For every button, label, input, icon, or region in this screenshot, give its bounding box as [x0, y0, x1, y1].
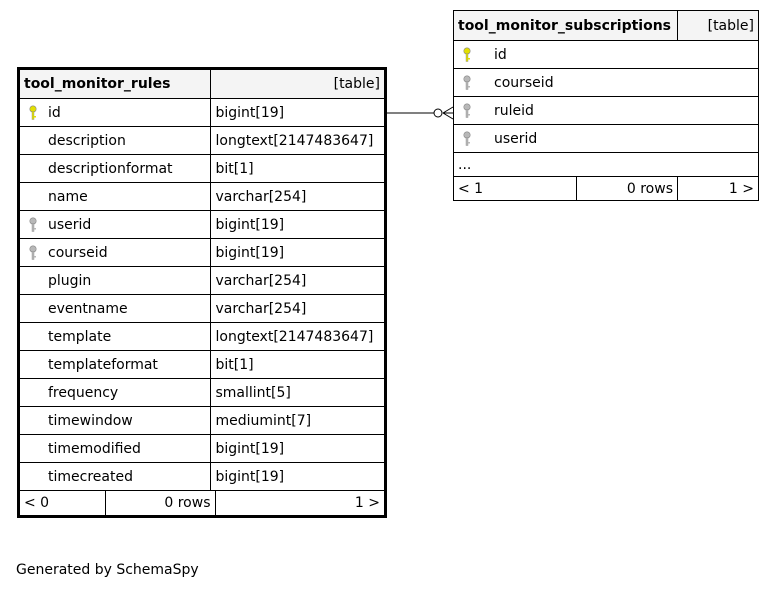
foreign-key-icon — [458, 74, 476, 92]
column-row[interactable] — [19, 295, 386, 323]
column-type: bigint[19] — [211, 239, 386, 267]
crowfoot-bottom — [443, 113, 453, 119]
column-row[interactable] — [454, 125, 759, 153]
column-name: descriptionformat — [48, 160, 173, 177]
column-name-cell — [19, 99, 211, 127]
column-row[interactable] — [454, 69, 759, 97]
column-row[interactable] — [19, 435, 386, 463]
column-name: timecreated — [48, 468, 133, 485]
column-row[interactable] — [19, 463, 386, 491]
foreign-key-icon — [24, 244, 42, 262]
column-type: longtext[2147483647] — [211, 323, 386, 351]
column-name: name — [48, 188, 88, 205]
column-name: id — [48, 104, 61, 121]
generated-by-text: Generated by SchemaSpy — [16, 562, 199, 578]
column-name-cell — [19, 211, 211, 239]
primary-key-icon — [458, 46, 476, 64]
table-name[interactable] — [454, 11, 678, 41]
column-type: varchar[254] — [211, 183, 386, 211]
column-name: timemodified — [48, 440, 141, 457]
column-row[interactable] — [19, 183, 386, 211]
parents-link[interactable]: < 0 — [20, 491, 105, 515]
column-row[interactable] — [19, 379, 386, 407]
column-name: timewindow — [48, 412, 133, 429]
row-count: 0 rows — [105, 491, 215, 515]
column-type: varchar[254] — [211, 295, 386, 323]
foreign-key-icon — [458, 102, 476, 120]
column-name-cell — [19, 323, 211, 351]
table-header — [454, 11, 759, 41]
column-row[interactable] — [19, 351, 386, 379]
column-type: bit[1] — [211, 155, 386, 183]
table-kind: [table] — [211, 69, 386, 99]
column-name: template — [48, 328, 112, 345]
column-name: courseid — [494, 74, 554, 91]
table-tool-monitor-subscriptions[interactable] — [453, 10, 759, 201]
column-name: ruleid — [494, 102, 534, 119]
column-name: plugin — [48, 272, 92, 289]
table-header — [19, 69, 386, 99]
footer-cell — [19, 491, 386, 517]
primary-key-icon — [24, 104, 42, 122]
column-name-cell — [19, 435, 211, 463]
column-name-cell — [454, 97, 759, 125]
column-name-cell — [19, 351, 211, 379]
column-row[interactable] — [19, 99, 386, 127]
table-footer — [454, 177, 759, 201]
table-kind: [table] — [678, 11, 759, 41]
column-row[interactable] — [19, 407, 386, 435]
column-name-cell — [19, 407, 211, 435]
parents-link[interactable]: < 1 — [454, 177, 577, 201]
column-row[interactable] — [19, 239, 386, 267]
column-row[interactable] — [454, 97, 759, 125]
column-type: bit[1] — [211, 351, 386, 379]
more-columns-row — [454, 153, 759, 177]
column-name-cell — [454, 41, 759, 69]
column-name: courseid — [48, 244, 108, 261]
column-row[interactable] — [19, 155, 386, 183]
column-name-cell — [19, 463, 211, 491]
column-name: frequency — [48, 384, 119, 401]
column-name-cell — [19, 155, 211, 183]
column-type: bigint[19] — [211, 435, 386, 463]
column-type: smallint[5] — [211, 379, 386, 407]
column-type: bigint[19] — [211, 211, 386, 239]
column-name: templateformat — [48, 356, 158, 373]
column-name: userid — [48, 216, 92, 233]
column-name: userid — [494, 130, 538, 147]
column-type: mediumint[7] — [211, 407, 386, 435]
column-type: varchar[254] — [211, 267, 386, 295]
more-columns-ellipsis: ... — [454, 153, 759, 177]
column-name-cell — [19, 239, 211, 267]
column-row[interactable] — [454, 41, 759, 69]
column-name-cell — [19, 183, 211, 211]
column-type: bigint[19] — [211, 463, 386, 491]
column-name-cell — [19, 379, 211, 407]
table-name-text: tool_monitor_subscriptions — [458, 17, 672, 34]
column-row[interactable] — [19, 211, 386, 239]
table-footer — [19, 491, 386, 517]
column-name: id — [494, 46, 507, 63]
zero-cardinality-marker — [434, 109, 442, 117]
foreign-key-icon — [24, 216, 42, 234]
column-name-cell — [19, 127, 211, 155]
foreign-key-icon — [458, 130, 476, 148]
table-tool-monitor-rules[interactable] — [17, 67, 387, 518]
column-row[interactable] — [19, 323, 386, 351]
column-type: longtext[2147483647] — [211, 127, 386, 155]
column-name: eventname — [48, 300, 128, 317]
crowfoot-top — [443, 107, 453, 113]
column-name-cell — [454, 69, 759, 97]
column-type: bigint[19] — [211, 99, 386, 127]
column-name-cell — [19, 267, 211, 295]
column-name: description — [48, 132, 126, 149]
children-link[interactable]: 1 > — [354, 495, 380, 511]
column-name-cell — [19, 295, 211, 323]
children-link[interactable]: 1 > — [678, 177, 759, 201]
column-row[interactable] — [19, 267, 386, 295]
table-name[interactable]: tool_monitor_rules — [19, 69, 211, 99]
column-name-cell — [454, 125, 759, 153]
row-count: 0 rows — [577, 177, 678, 201]
column-row[interactable] — [19, 127, 386, 155]
